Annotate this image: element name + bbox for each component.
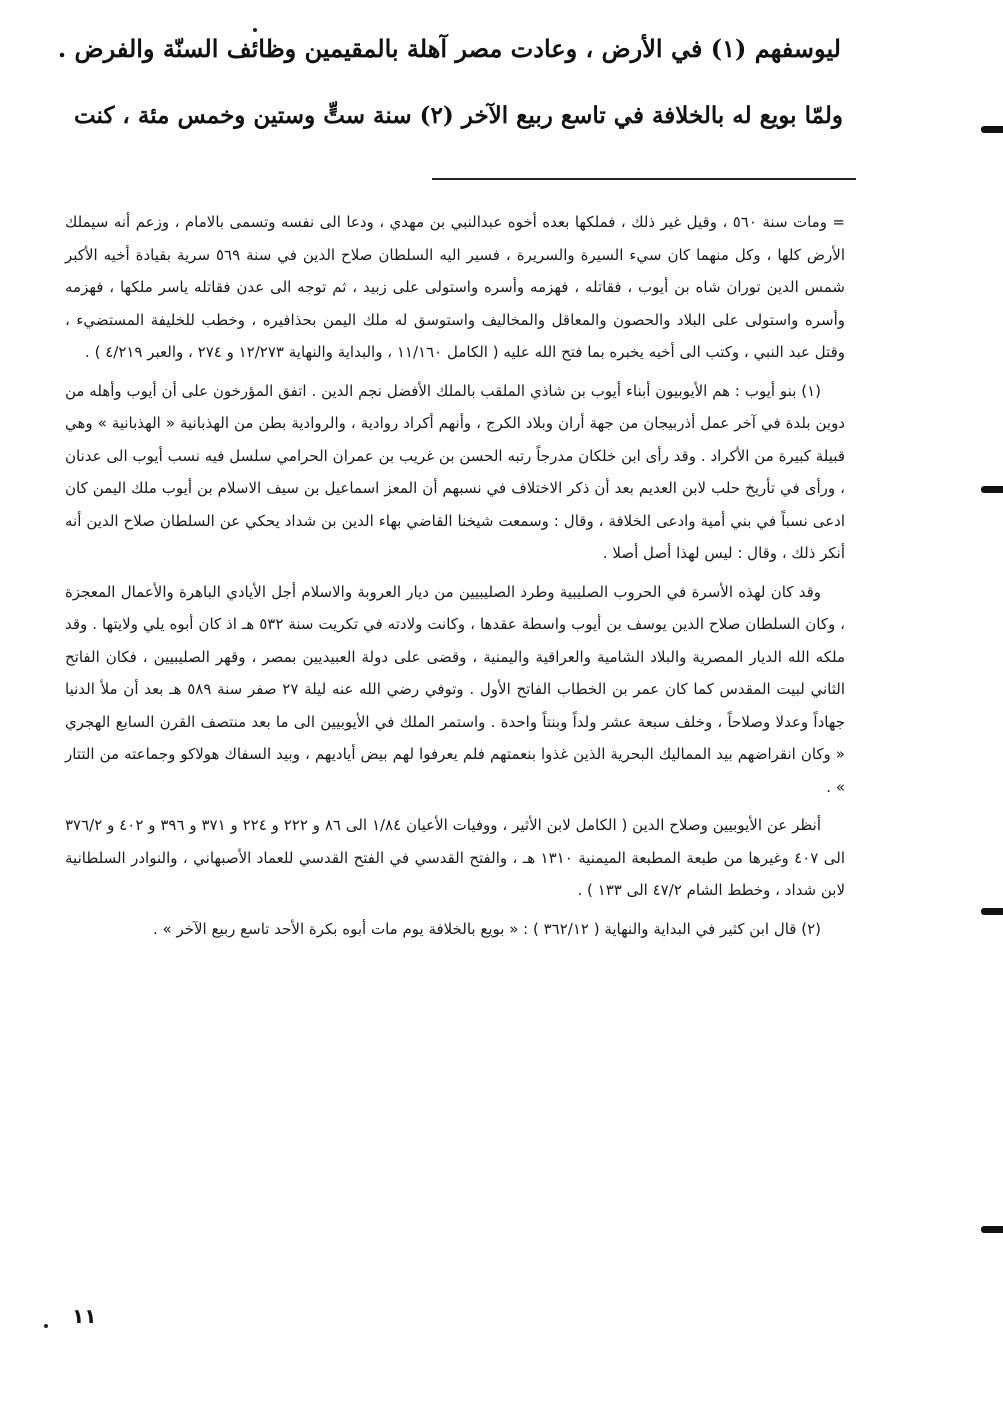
scan-edge-mark xyxy=(981,1226,1003,1233)
scan-edge-mark xyxy=(981,486,1003,493)
footnotes-section xyxy=(65,206,845,951)
footnote-2: (٢) قال ابن كثير في البداية والنهاية ( ٣٦٢/١٢ ) : « بويع بالخلافة يوم مات أبوه بكرة الأحد تاسع ربيع الآخر » . xyxy=(152,919,821,938)
margin-dot xyxy=(44,1324,48,1328)
ink-speck xyxy=(253,28,257,32)
scan-edge-mark xyxy=(981,126,1003,133)
main-text-line-1: ليوسفهم (١) في الأرض ، وعادت مصر آهلة بالمقيمين وظائف السنّة والفرض . xyxy=(57,34,841,63)
footnote-1-paragraph-2: وقد كان لهذه الأسرة في الحروب الصليبية وطرد الصليبيين من ديار العروبة والاسلام أجل الأيادي الباهرة والأعمال المعجزة ، وكان السلطان صلاح الدين يوسف بن أيوب واسطة عقدها ، وكانت ولادته في تكريت سنة ٥٣٢ هـ اذ كان أبوه يلي ولايتها . وقد ملكه الله الديار المصرية والبلاد الشامية والعراقية واليمنية ، وقضى على دولة العبيديين بمصر ، وقهر الصليبيين ، فكان الفاتح الثاني لبيت المقدس كما كان عمر بن الخطاب الفاتح الأول . وتوفي رضي الله عنه ليلة ٢٧ صفر سنة ٥٨٩ هـ بعد أن ملأ الدنيا جهاداً وعدلا وصلاحاً ، وخلف سبعة عشر ولداً وبنتاً واحدة . واستمر الملك في الأيوبيين الى ما بعد منتصف القرن السابع الهجري « وكان انقراضهم بيد المماليك البحرية الذين غذوا بنعمتهم فلم يعرفوا لهم بيض أياديهم ، وبيد السفاك هولاكو وجماعته من التتار » . xyxy=(65,582,845,796)
scan-edge-mark xyxy=(981,908,1003,915)
main-text-line-2: ولمّا بويع له بالخلافة في تاسع ربيع الآخر (٢) سنة ستٍّ وستين وخمس مئة ، كنت xyxy=(73,102,843,129)
footnote-continuation: = ومات سنة ٥٦٠ ، وقيل غير ذلك ، فملكها بعده أخوه عبدالنبي بن مهدي ، ودعا الى نفسه وتسمى بالامام ، وزعم أنه سيملك الأرض كلها ، وكل منهما كان سيء السيرة والسريرة ، فسير اليه السلطان صلاح الدين في سنة ٥٦٩ سرية بقيادة أخيه الأكبر شمس الدين توران شاه بن أيوب ، فقاتله ، فهزمه وأسره واستولى على زبيد ، ثم توجه الى عدن فقاتله ياسر ملكها ، فهزمه وأسره واستولى على البلاد والحصون والمعاقل والمخاليف واستوسق له ملك اليمن بحذافيره ، وخطب للخليفة المستضيء ، وقتل عبد النبي ، وكتب الى أخيه يخبره بما فتح الله عليه ( الكامل ١١/١٦٠ ، والبداية والنهاية ١٢/٢٧٣ و ٢٧٤ ، والعبر ٤/٢١٩ ) . xyxy=(65,213,845,361)
footnote-1-paragraph-3: أنظر عن الأيوبيين وصلاح الدين ( الكامل لابن الأثير ، ووفيات الأعيان ١/٨٤ الى ٨٦ و ٢٢٢ و ٢٢٤ و ٣٧١ و ٣٩٦ و ٤٠٢ و ٣٧٦/٢ الى ٤٠٧ وغيرها من طبعة المطبعة الميمنية ١٣١٠ هـ ، والفتح القدسي في الفتح القدسي للعماد الأصبهاني ، والنوادر السلطانية لابن شداد ، وخطط الشام ٤٧/٢ الى ١٣٣ ) . xyxy=(65,816,845,899)
footnote-separator xyxy=(432,178,856,180)
page-number: ١١ xyxy=(72,1304,97,1328)
footnote-1: (١) بنو أيوب : هم الأيوبيون أبناء أيوب بن شاذي الملقب بالملك الأفضل نجم الدين . اتفق المؤرخون على أن أيوب وأهله من دوين بلدة في آخر عمل أذربيجان من جهة أران وبلاد الكرج ، وأنهم أكراد روادية ، والروادية بطن من الهذبانية « الهذبانية » وهي قبيلة كبيرة من الأكراد . وقد رأى ابن خلكان مدرجاً رتبه الحسن بن غريب بن عمران الحرامي سلسل فيه نسب أيوب الى عدنان ، ورأى في تأريخ حلب لابن العديم بعد أن ذكر الاختلاف في نسبهم أن المعز اسماعيل بن سيف الاسلام بن أيوب ملك اليمن كان ادعى نسباً في بني أمية وادعى الخلافة ، وقال : وسمعت شيخنا القاضي بهاء الدين بن شداد يحكي عن السلطان صلاح الدين أنه أنكر ذلك ، وقال : ليس لهذا أصل أصلا . xyxy=(65,381,845,562)
